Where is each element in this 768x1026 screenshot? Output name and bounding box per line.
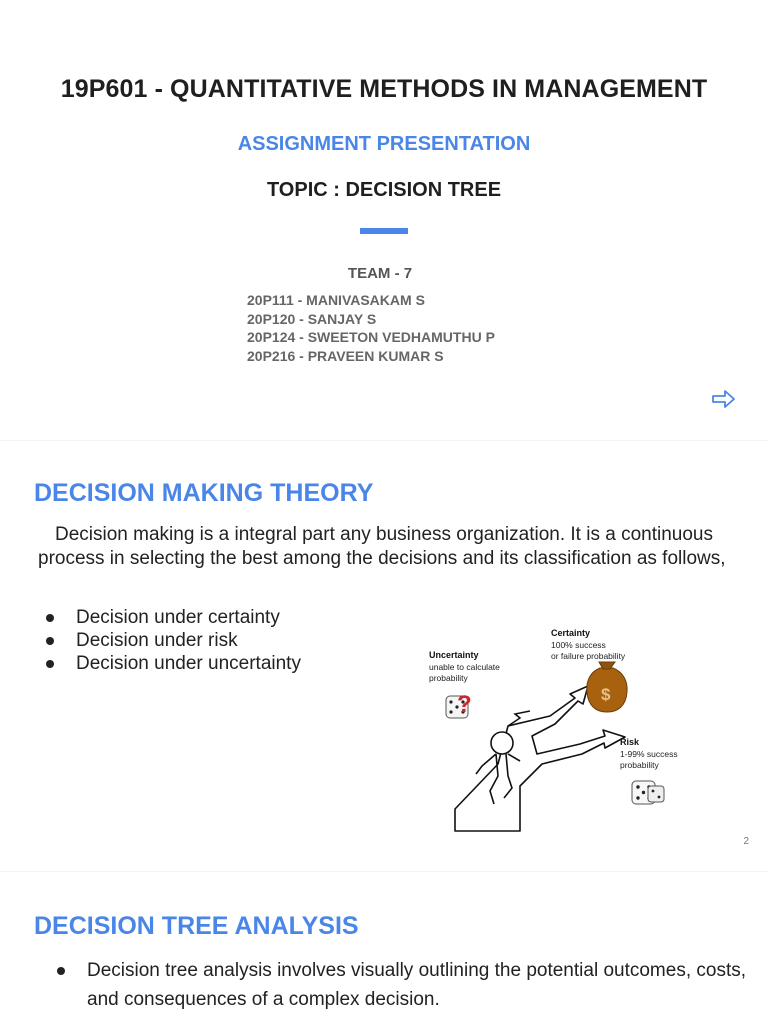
risk-desc: probability	[620, 760, 659, 770]
dollar-symbol: $	[601, 685, 611, 704]
team-members-list	[247, 291, 495, 365]
section-heading: DECISION TREE ANALYSIS	[34, 912, 359, 940]
next-arrow-icon[interactable]	[711, 388, 737, 410]
team-member: 20P216 - PRAVEEN KUMAR S	[247, 347, 444, 364]
uncertainty-desc: unable to calculate	[429, 662, 500, 672]
decision-tree-slide	[0, 871, 768, 1026]
list-item: Decision under certainty	[44, 606, 301, 629]
section-heading: DECISION MAKING THEORY	[34, 479, 374, 507]
intro-paragraph	[38, 523, 738, 570]
uncertainty-label: Uncertainty	[429, 650, 479, 660]
risk-label: Risk	[620, 737, 640, 747]
analysis-list	[55, 956, 755, 1014]
team-member: 20P120 - SANJAY S	[247, 310, 377, 327]
team-member: 20P111 - MANIVASAKAM S	[247, 292, 425, 308]
list-item: Decision under uncertainty	[44, 652, 301, 675]
uncertainty-desc: probability	[429, 673, 468, 683]
presentation-subtitle: ASSIGNMENT PRESENTATION	[237, 133, 531, 155]
decision-diagram	[420, 616, 720, 836]
topic-title: TOPIC : DECISION TREE	[266, 179, 502, 201]
course-title: 19P601 - QUANTITATIVE METHODS IN MANAGEMENT	[60, 75, 708, 103]
page-number: 2	[743, 836, 749, 847]
money-bag-icon	[587, 662, 627, 712]
decision-types-list	[44, 606, 301, 675]
accent-divider	[360, 228, 408, 234]
list-item: Decision under risk	[44, 629, 301, 652]
team-member: 20P124 - SWEETON VEDHAMUTHU P	[247, 329, 495, 345]
question-mark: ?	[457, 691, 472, 718]
team-title: TEAM - 7	[347, 265, 413, 282]
certainty-label: Certainty	[551, 628, 591, 638]
risk-desc: 1-99% success	[620, 749, 678, 759]
uncertainty-dice-icon	[446, 691, 472, 718]
decision-making-slide	[0, 440, 768, 871]
certainty-desc: 100% success	[551, 640, 606, 650]
title-slide	[0, 0, 768, 440]
intro-paragraph-text: Decision making is a integral part any business organization. It is a continuous process in selecting the best among the decisions and its classification as follows,	[38, 524, 726, 569]
certainty-desc: or failure probability	[551, 651, 626, 661]
list-item: Decision tree analysis involves visually outlining the potential outcomes, costs, and consequences of a complex decision.	[55, 956, 755, 1014]
risk-dice-icon	[632, 781, 664, 804]
